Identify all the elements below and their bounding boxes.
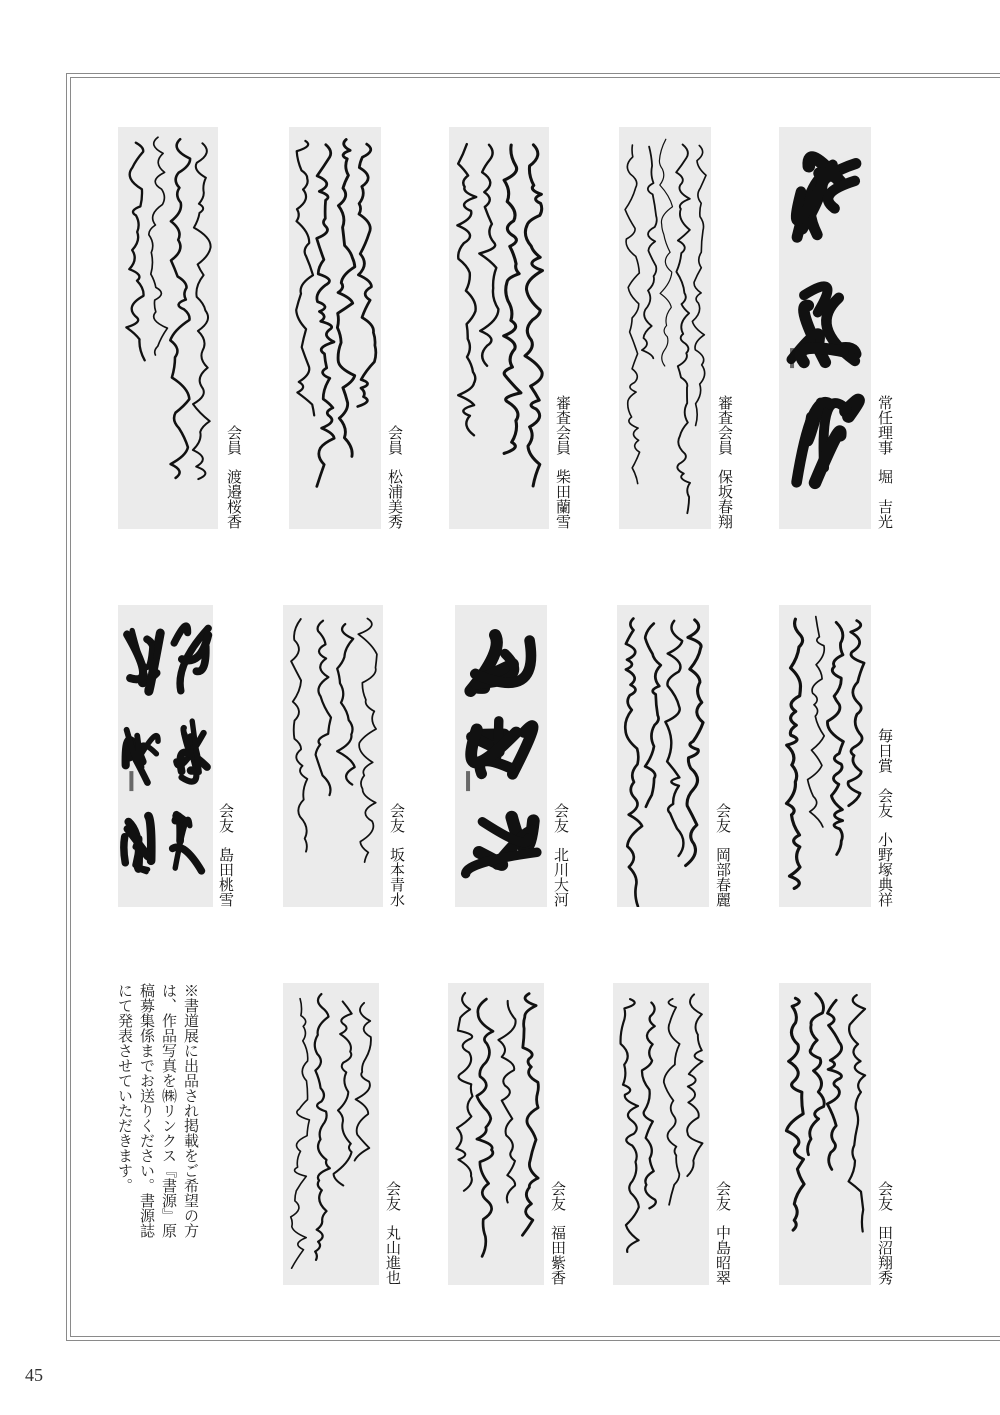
- caption-title: 会友: [876, 1181, 894, 1211]
- calligraphy-work-fukuda: [448, 983, 544, 1285]
- note-line-3: 稿募集係までお送りください。書源誌: [138, 983, 156, 1238]
- caption-shimada: [217, 803, 235, 907]
- caption-title: 会友: [714, 1181, 732, 1211]
- caption-okabe: [714, 803, 732, 907]
- caption-shibata: [554, 395, 572, 529]
- caption-name: 松浦美秀: [386, 469, 404, 529]
- caption-fukuda: [549, 1181, 567, 1285]
- caption-name: 小野塚典祥: [876, 832, 894, 907]
- caption-hori: [876, 395, 894, 529]
- caption-name: 渡邉桜香: [225, 469, 243, 529]
- caption-title: 会員: [386, 425, 404, 455]
- caption-name: 島田桃雪: [217, 847, 235, 907]
- caption-onozuka: [876, 728, 894, 907]
- caption-tanuma: [876, 1181, 894, 1285]
- caption-title: 会員: [225, 425, 243, 455]
- caption-title: 会友: [552, 803, 570, 833]
- caption-name: 柴田蘭雪: [554, 469, 572, 529]
- caption-name: 保坂春翔: [716, 469, 734, 529]
- caption-maruyama: [384, 1181, 402, 1285]
- caption-sakamoto: [388, 803, 406, 907]
- calligraphy-work-okabe: [617, 605, 709, 907]
- calligraphy-work-sakamoto: [283, 605, 383, 907]
- caption-name: 岡部春麗: [714, 847, 732, 907]
- note-line-4: にて発表させていただきます。: [116, 983, 134, 1193]
- caption-title: 会友: [217, 803, 235, 833]
- note-line-1: ※書道展に出品され掲載をご希望の方: [182, 983, 200, 1238]
- page-number: 45: [25, 1365, 43, 1385]
- calligraphy-work-watanabe: [118, 127, 218, 529]
- caption-watanabe: [225, 425, 243, 529]
- caption-title: 審査会員: [716, 395, 734, 455]
- calligraphy-work-onozuka: [779, 605, 871, 907]
- caption-name: 丸山進也: [384, 1225, 402, 1285]
- calligraphy-work-matsuura: [289, 127, 381, 529]
- caption-title: 常任理事: [876, 395, 894, 455]
- caption-title: 会友: [384, 1181, 402, 1211]
- calligraphy-work-kitagawa: [455, 605, 547, 907]
- caption-title: 審査会員: [554, 395, 572, 455]
- calligraphy-work-hosaka: [619, 127, 711, 529]
- note-line-2: は、作品写真を㈱リンクス『書源』原: [160, 983, 178, 1238]
- caption-name: 中島昭翠: [714, 1225, 732, 1285]
- calligraphy-work-hori: [779, 127, 871, 529]
- calligraphy-work-tanuma: [779, 983, 871, 1285]
- submission-note: [110, 983, 202, 1283]
- caption-name: 福田紫香: [549, 1225, 567, 1285]
- caption-title: 毎日賞 会友: [876, 728, 894, 818]
- caption-title: 会友: [388, 803, 406, 833]
- caption-nakajima: [714, 1181, 732, 1285]
- caption-kitagawa: [552, 803, 570, 907]
- caption-matsuura: [386, 425, 404, 529]
- caption-name: 北川大河: [552, 847, 570, 907]
- calligraphy-work-nakajima: [613, 983, 709, 1285]
- calligraphy-work-shimada: [118, 605, 213, 907]
- caption-title: 会友: [549, 1181, 567, 1211]
- calligraphy-work-maruyama: [283, 983, 379, 1285]
- caption-name: 堀 吉光: [876, 469, 894, 529]
- calligraphy-work-shibata: [449, 127, 549, 529]
- caption-name: 田沼翔秀: [876, 1225, 894, 1285]
- caption-name: 坂本青水: [388, 847, 406, 907]
- caption-hosaka: [716, 395, 734, 529]
- caption-title: 会友: [714, 803, 732, 833]
